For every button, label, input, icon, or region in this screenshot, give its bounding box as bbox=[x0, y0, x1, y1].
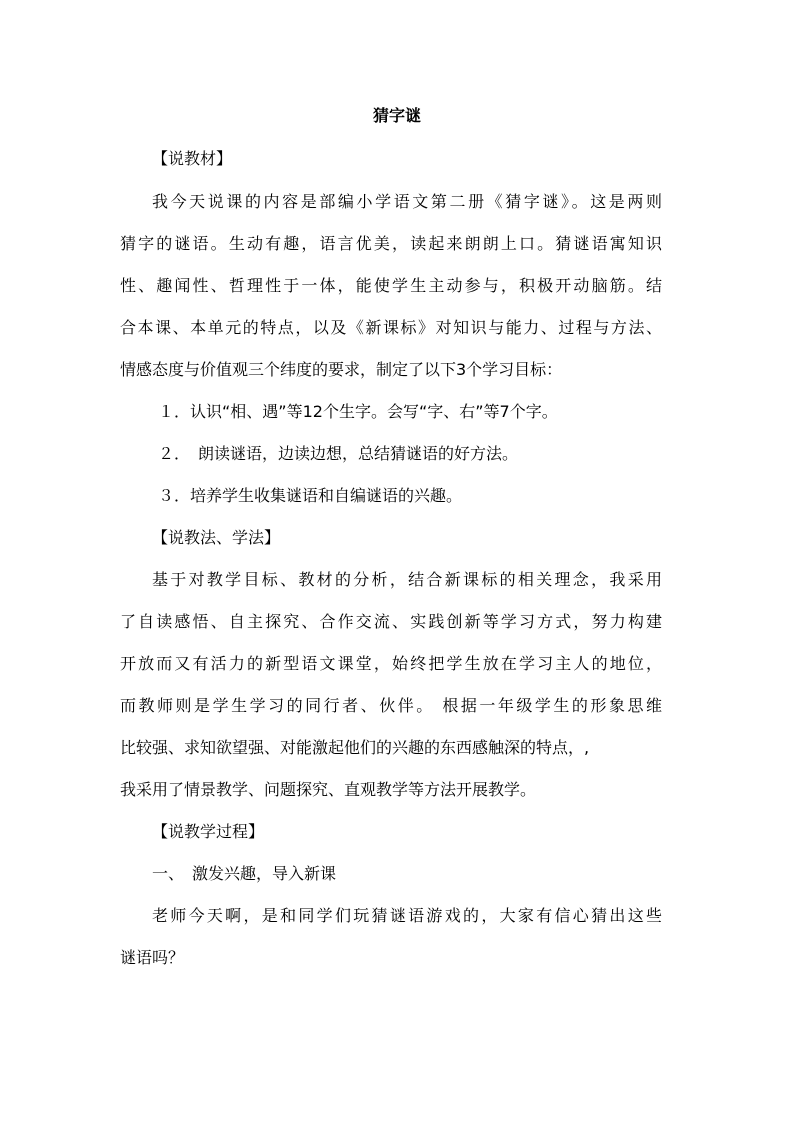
paragraph-line: 性、趣闻性、哲理性于一体，能使学生主动参与，积极开动脑筋。结 bbox=[120, 276, 662, 295]
paragraph-line: 了自读感悟、自主探究、合作交流、实践创新等学习方式，努力构建 bbox=[120, 612, 662, 631]
section-heading-methods: 【说教法、学法】 bbox=[152, 528, 281, 547]
section-heading-materials: 【说教材】 bbox=[152, 149, 233, 168]
section-heading-process: 【说教学过程】 bbox=[152, 822, 265, 841]
paragraph-line: 我今天说课的内容是部编小学语文第二册《猜字谜》。这是两则 bbox=[152, 192, 662, 211]
paragraph-line: 猜字的谜语。生动有趣，语言优美，读起来朗朗上口。猜谜语寓知识 bbox=[120, 234, 662, 253]
paragraph-line: 情感态度与价值观三个纬度的要求，制定了以下3个学习目标： bbox=[120, 360, 563, 379]
paragraph-line: 谜语吗？ bbox=[120, 948, 185, 967]
document-title: 猜字谜 bbox=[372, 106, 421, 125]
paragraph-line: 比较强、求知欲望强、对能激起他们的兴趣的东西感触深的特点，, bbox=[120, 738, 590, 757]
paragraph-line: 开放而又有活力的新型语文课堂，始终把学生放在学习主人的地位， bbox=[120, 654, 662, 673]
paragraph-line: 而教师则是学生学习的同行者、伙伴。 根据一年级学生的形象思维 bbox=[120, 696, 662, 715]
paragraph-line: 老师今天啊，是和同学们玩猜谜语游戏的，大家有信心猜出这些 bbox=[152, 906, 662, 925]
goal-item: ２． 朗读谜语，边读边想，总结猜谜语的好方法。 bbox=[158, 444, 519, 463]
process-step-heading: 一、 激发兴趣，导入新课 bbox=[152, 864, 337, 883]
goal-item: ３．培养学生收集谜语和自编谜语的兴趣。 bbox=[158, 486, 463, 505]
paragraph-line: 合本课、本单元的特点，以及《新课标》对知识与能力、过程与方法、 bbox=[120, 318, 662, 337]
goal-item: １．认识“相、遇”等12个生字。会写“字、右”等7个字。 bbox=[158, 402, 558, 421]
paragraph-line: 我采用了情景教学、问题探究、直观教学等方法开展教学。 bbox=[120, 780, 537, 799]
paragraph-line: 基于对教学目标、教材的分析，结合新课标的相关理念，我采用 bbox=[152, 570, 662, 589]
